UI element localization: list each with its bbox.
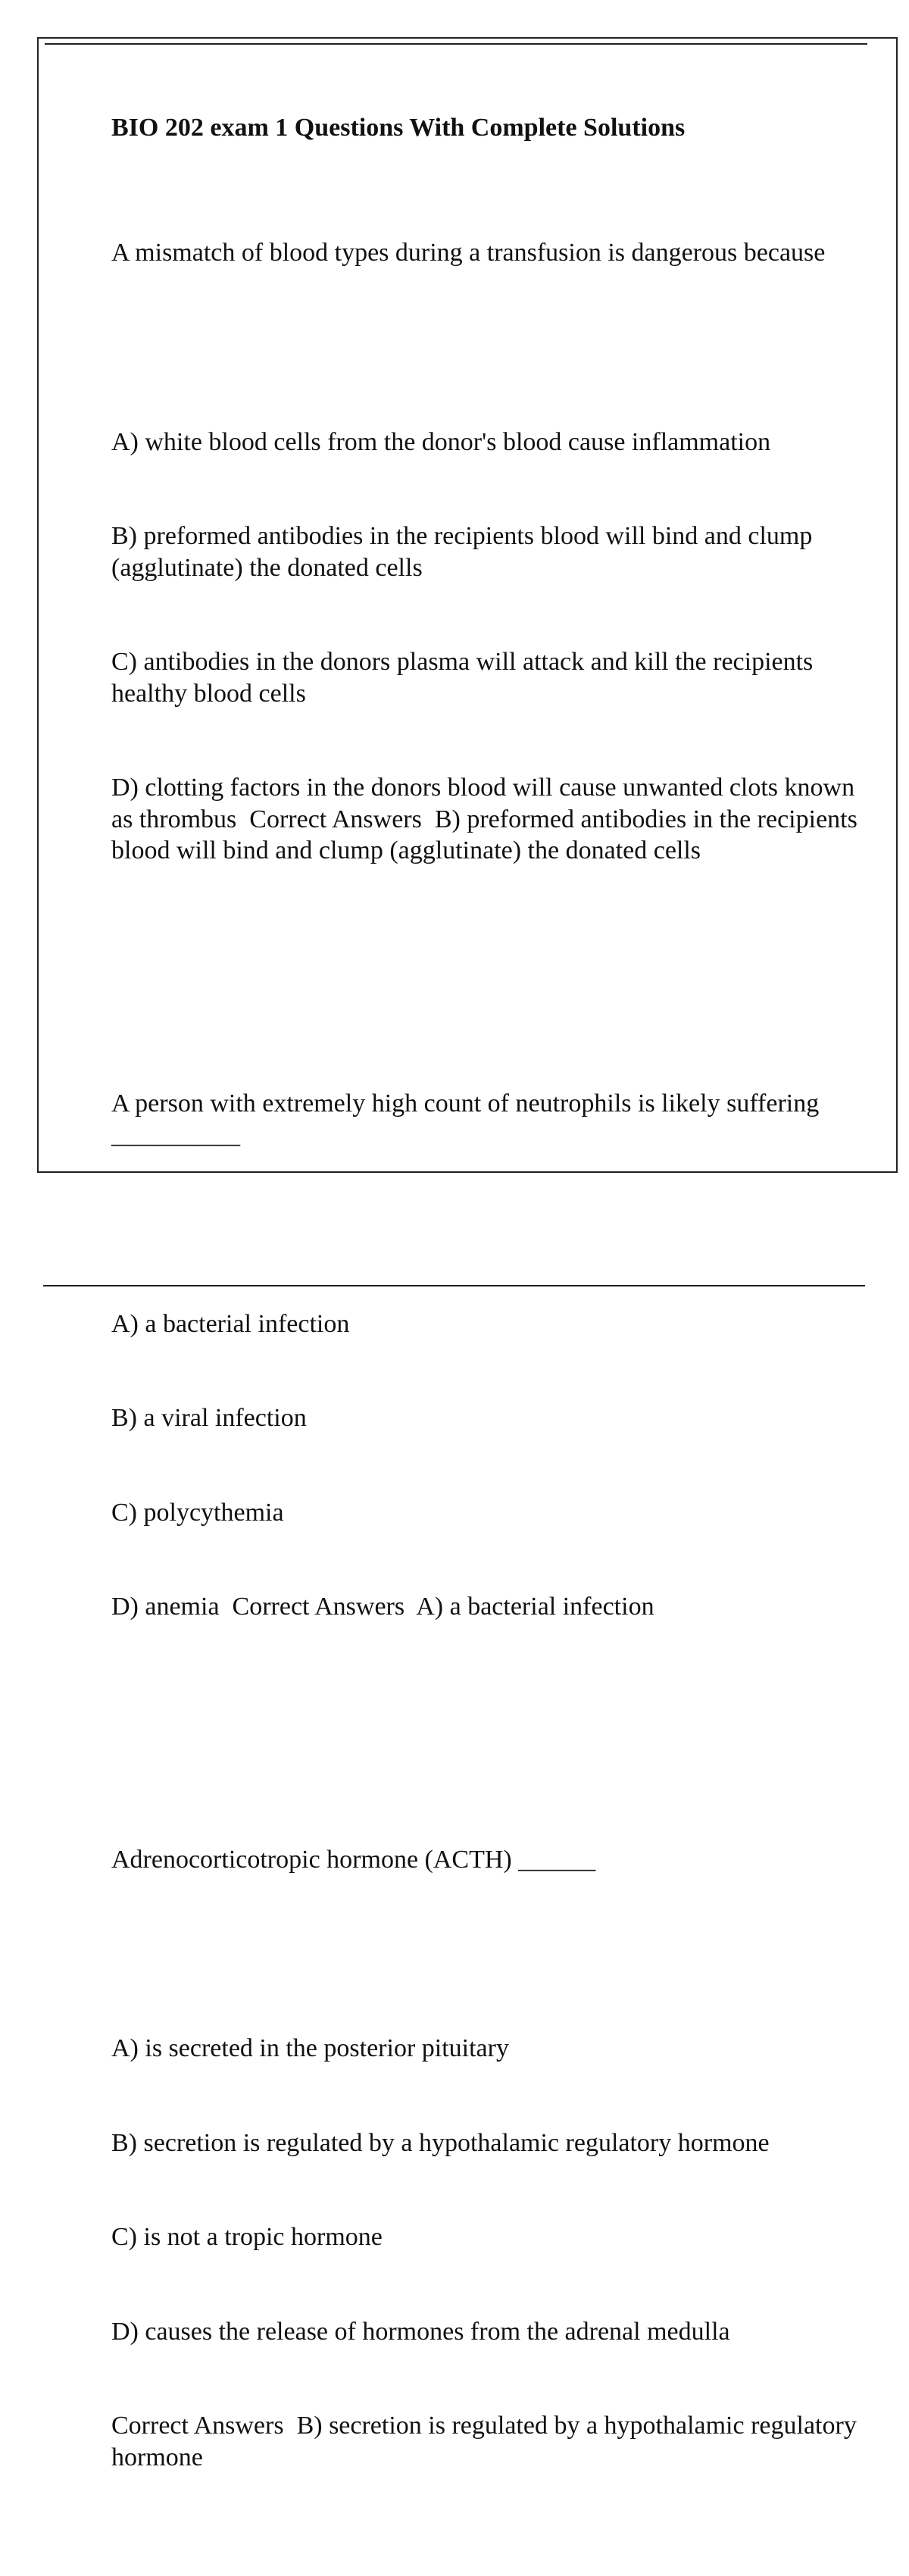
page-frame	[37, 37, 898, 1173]
document-title: BIO 202 exam 1 Questions With Complete Solutions	[111, 112, 861, 144]
question-text: A mismatch of blood types during a transfusion is dangerous because	[111, 237, 861, 269]
option-d: D) anemia	[111, 1593, 220, 1621]
answer-label: Correct Answers	[111, 2412, 284, 2440]
option-d-with-answer	[111, 772, 861, 867]
answer-label: Correct Answers	[233, 1593, 405, 1621]
top-rule	[45, 43, 867, 45]
option-c: C) is not a tropic hormone	[111, 2221, 861, 2253]
option-d-with-answer	[111, 1591, 861, 1623]
question-3	[111, 1781, 861, 2576]
question-1	[111, 174, 861, 993]
option-b: B) a viral infection	[111, 1402, 861, 1434]
option-a: A) a bacterial infection	[111, 1308, 861, 1340]
option-d: D) clotting factors in the donors blood will cause unwanted clots known as thrombus	[111, 774, 861, 833]
bottom-rule	[43, 1285, 865, 1286]
answer-label: Correct Answers	[249, 805, 422, 833]
answer-text: B) preformed antibodies in the recipients blood will bind and clump (agglutinate) the donated cells	[111, 805, 864, 865]
answer-text: A) a bacterial infection	[416, 1593, 654, 1621]
answer-line	[111, 2410, 861, 2473]
option-c: C) antibodies in the donors plasma will attack and kill the recipients healthy blood cells	[111, 646, 861, 709]
answer-text: B) secretion is regulated by a hypothalamic regulatory hormone	[111, 2412, 863, 2471]
option-b: B) preformed antibodies in the recipients blood will bind and clump (agglutinate) the donated cells	[111, 521, 861, 583]
option-a: A) white blood cells from the donor's blood cause inflammation	[111, 427, 861, 458]
options-list	[111, 364, 861, 930]
option-c: C) polycythemia	[111, 1497, 861, 1529]
document-content	[111, 112, 861, 2576]
options-list	[111, 1970, 861, 2536]
question-text: A person with extremely high count of neutrophils is likely suffering __________	[111, 1088, 861, 1151]
options-list	[111, 1246, 861, 1686]
question-2	[111, 1025, 861, 1749]
option-d: D) causes the release of hormones from the adrenal medulla	[111, 2316, 861, 2348]
question-text: Adrenocorticotropic hormone (ACTH) ______	[111, 1844, 861, 1876]
option-b: B) secretion is regulated by a hypothalamic regulatory hormone	[111, 2127, 861, 2159]
option-a: A) is secreted in the posterior pituitary	[111, 2033, 861, 2065]
